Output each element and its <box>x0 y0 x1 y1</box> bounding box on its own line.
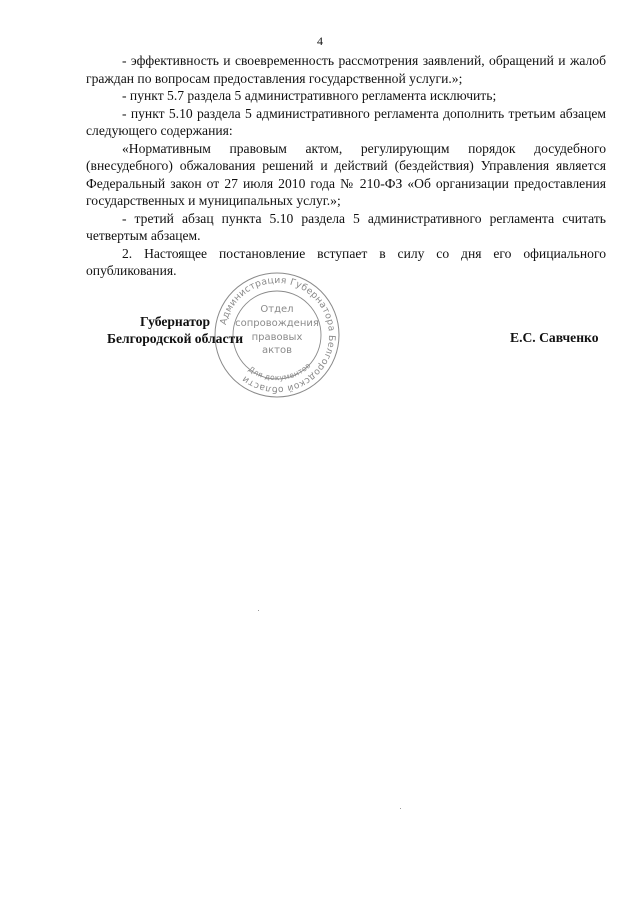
paragraph-6: 2. Настоящее постановление вступает в силу со дня его официального опубликования. <box>86 245 606 278</box>
page-number: 4 <box>317 34 323 48</box>
signatory-title-line-2: Белгородской области <box>106 331 244 346</box>
stamp-center-line-2: сопровождения <box>235 318 319 329</box>
signatory-title <box>70 313 280 347</box>
paragraph-3: - пункт 5.10 раздела 5 административного регламента дополнить третьим абзацем следующего содержания: <box>86 105 606 138</box>
scan-speck <box>258 610 259 611</box>
paragraph-5: - третий абзац пункта 5.10 раздела 5 административного регламента считать четвертым абзацем. <box>86 210 606 243</box>
paragraph-2: - пункт 5.7 раздела 5 административного регламента исключить; <box>122 88 497 103</box>
scan-speck <box>400 808 401 809</box>
signatory-name: Е.С. Савченко <box>510 330 599 345</box>
document-body <box>86 52 606 280</box>
signatory-title-line-1: Губернатор <box>139 314 211 329</box>
stamp-center-line-1: Отдел <box>260 304 294 315</box>
paragraph-4: «Нормативным правовым актом, регулирующим порядок досудебного (внесудебного) обжалования решений и действий (бездействия) Управления является Федеральный закон от 27 июля 2010 года № 210-ФЗ «Об организации предоставления государственных и муниципальных услуг.»; <box>86 140 606 208</box>
stamp-center-line-4: актов <box>261 345 293 356</box>
paragraph-1: - эффективность и своевременность рассмотрения заявлений, обращений и жалоб граждан по вопросам предоставления государственной услуги.»; <box>86 53 606 86</box>
stamp-center-line-3: правовых <box>251 332 303 343</box>
stamp-bottom-text: Для документов <box>246 360 313 383</box>
stamp-ring-text: Администрация Губернатора Белгородской области <box>218 274 338 396</box>
